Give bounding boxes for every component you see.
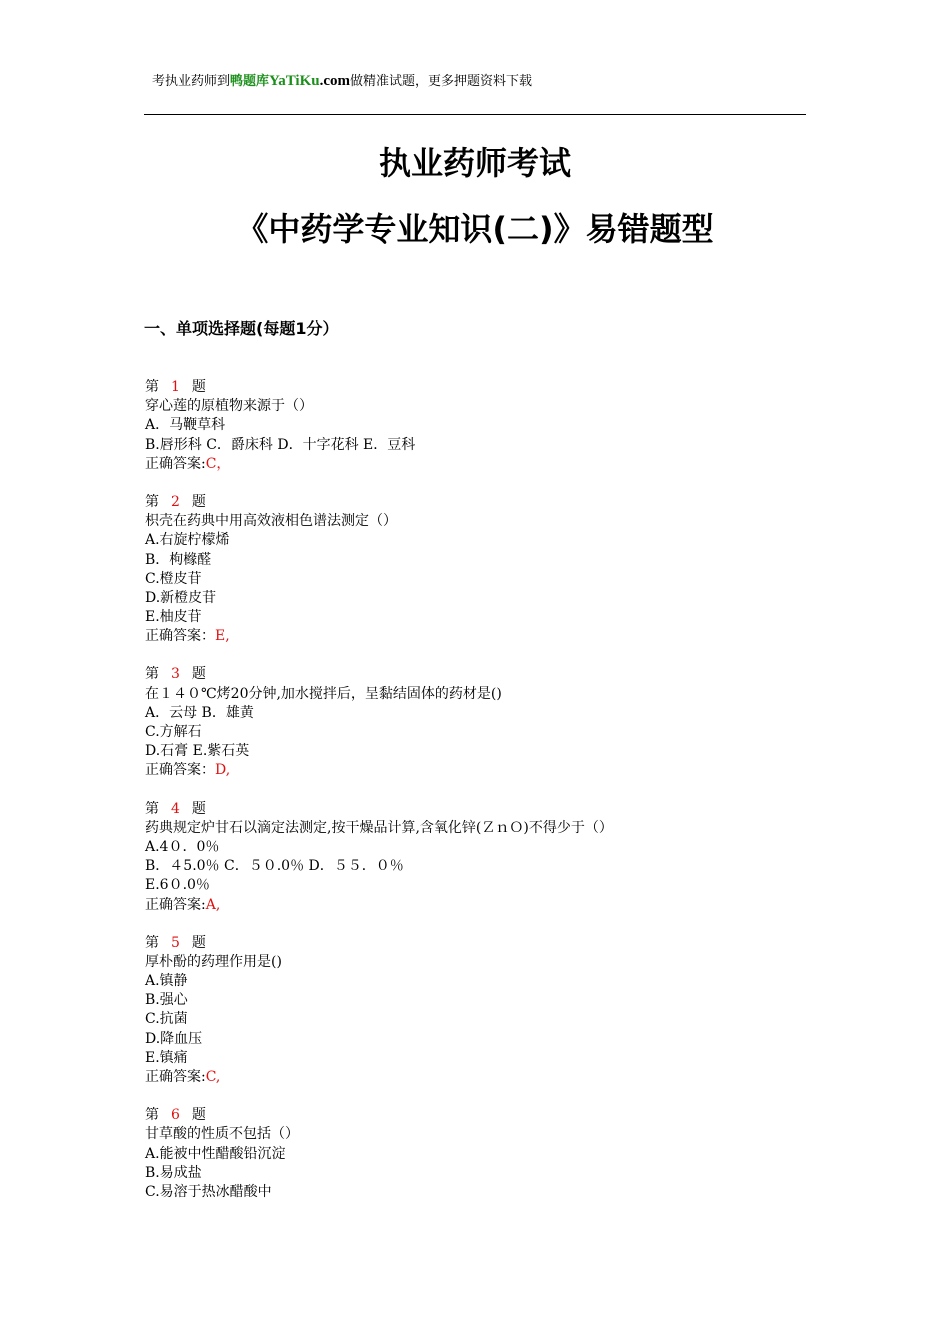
answer-line	[145, 896, 825, 915]
question-text: 在１４０℃烤20分钟,加水搅拌后，呈黏结固体的药材是()	[145, 685, 502, 702]
question-label: 题	[191, 666, 206, 683]
question-number-line	[145, 934, 825, 953]
question-number-line	[145, 665, 825, 684]
question-option: D.石膏 E.紫石英	[145, 743, 250, 760]
question-label: 题	[191, 493, 206, 510]
question-option: A.4０．0％	[145, 838, 220, 855]
document-title: 执业药师考试	[378, 144, 571, 182]
answer-line	[145, 455, 825, 474]
question-number: 1	[171, 379, 180, 395]
question-option: E.6０.0％	[145, 877, 210, 894]
question-text: 厚朴酚的药理作用是()	[145, 953, 282, 970]
document-subtitle: 《中药学专业知识(二)》易错题型	[236, 210, 714, 248]
question-label: 第	[145, 379, 159, 395]
question-number: 5	[171, 934, 180, 951]
question-option: B.唇形科 C．爵床科 D．十字花科 E．豆科	[145, 436, 416, 453]
question-block	[145, 493, 825, 647]
header-prefix: 考执业药师到	[152, 74, 231, 89]
question-option: A.能被中性醋酸铅沉淀	[145, 1145, 286, 1162]
question-option: B.强心	[145, 992, 188, 1009]
question-text: 甘草酸的性质不包括（）	[145, 1126, 299, 1143]
header-suffix: 做精准试题，更多押题资料下载	[350, 74, 533, 89]
question-number-line	[145, 378, 825, 397]
question-option: A．云母 B．雄黄	[145, 704, 254, 721]
question-option: A．马鞭草科	[145, 417, 226, 434]
question-option: C.易溶于热冰醋酸中	[145, 1183, 272, 1200]
question-option: E.镇痛	[145, 1049, 188, 1066]
answer-value: D,	[215, 762, 231, 779]
question-number: 3	[171, 666, 180, 683]
header-brand-cn: 鸭题库	[230, 74, 270, 89]
question-option: C.方解石	[145, 724, 202, 740]
question-option: D.降血压	[145, 1030, 203, 1047]
question-option: D.新橙皮苷	[145, 589, 217, 606]
question-option: B．４5.0％ C．５０.0％ D．５５．０％	[145, 858, 404, 875]
answer-label: 正确答案:	[145, 1069, 206, 1085]
question-text: 穿心莲的原植物来源于（）	[145, 398, 313, 415]
question-text: 药典规定炉甘石以滴定法测定,按干燥品计算,含氧化锌(ＺｎＯ)不得少于（）	[145, 819, 613, 836]
answer-label: 正确答案：	[145, 762, 215, 779]
question-block	[145, 1106, 825, 1202]
question-block	[145, 800, 825, 915]
question-label: 题	[191, 379, 206, 395]
question-label: 第	[145, 934, 159, 951]
answer-label: 正确答案:	[145, 455, 206, 472]
question-number: 4	[171, 800, 180, 817]
answer-value: C，	[205, 455, 231, 472]
question-text: 枳壳在药典中用高效液相色谱法测定（）	[145, 513, 397, 530]
answer-label: 正确答案:	[145, 896, 206, 913]
header-brand-domain: .com	[319, 73, 351, 89]
question-option: C.抗菌	[145, 1011, 188, 1028]
question-option: A.镇静	[145, 973, 188, 990]
question-number: 2	[171, 493, 180, 510]
question-label: 第	[145, 493, 159, 510]
question-option: B．枸橼醛	[145, 551, 212, 568]
answer-value: E,	[215, 628, 230, 645]
question-label: 题	[191, 800, 206, 817]
question-option: E.柚皮苷	[145, 609, 202, 626]
header-brand-en: YaTiKu	[269, 73, 320, 89]
question-option: B.易成盐	[145, 1164, 202, 1181]
question-number: 6	[171, 1107, 180, 1124]
question-block	[145, 378, 825, 474]
answer-line	[145, 761, 825, 780]
question-number-line	[145, 1106, 825, 1125]
question-label: 第	[145, 800, 159, 817]
answer-label: 正确答案：	[145, 628, 215, 645]
answer-line	[145, 627, 825, 646]
question-number-line	[145, 800, 825, 819]
question-list	[145, 378, 825, 1221]
answer-value: A,	[205, 896, 221, 913]
answer-value: C,	[205, 1069, 221, 1085]
question-label: 第	[145, 666, 159, 683]
question-block	[145, 934, 825, 1088]
question-label: 题	[191, 934, 206, 951]
answer-line	[145, 1068, 825, 1087]
page-header	[152, 72, 532, 91]
header-divider	[144, 114, 806, 115]
question-label: 题	[191, 1107, 206, 1124]
question-number-line	[145, 493, 825, 512]
question-block	[145, 665, 825, 780]
question-option: A.右旋柠檬烯	[145, 532, 230, 549]
question-label: 第	[145, 1107, 159, 1124]
question-option: C.橙皮苷	[145, 570, 202, 587]
section-heading: 一、单项选择题(每题1分）	[144, 319, 339, 338]
